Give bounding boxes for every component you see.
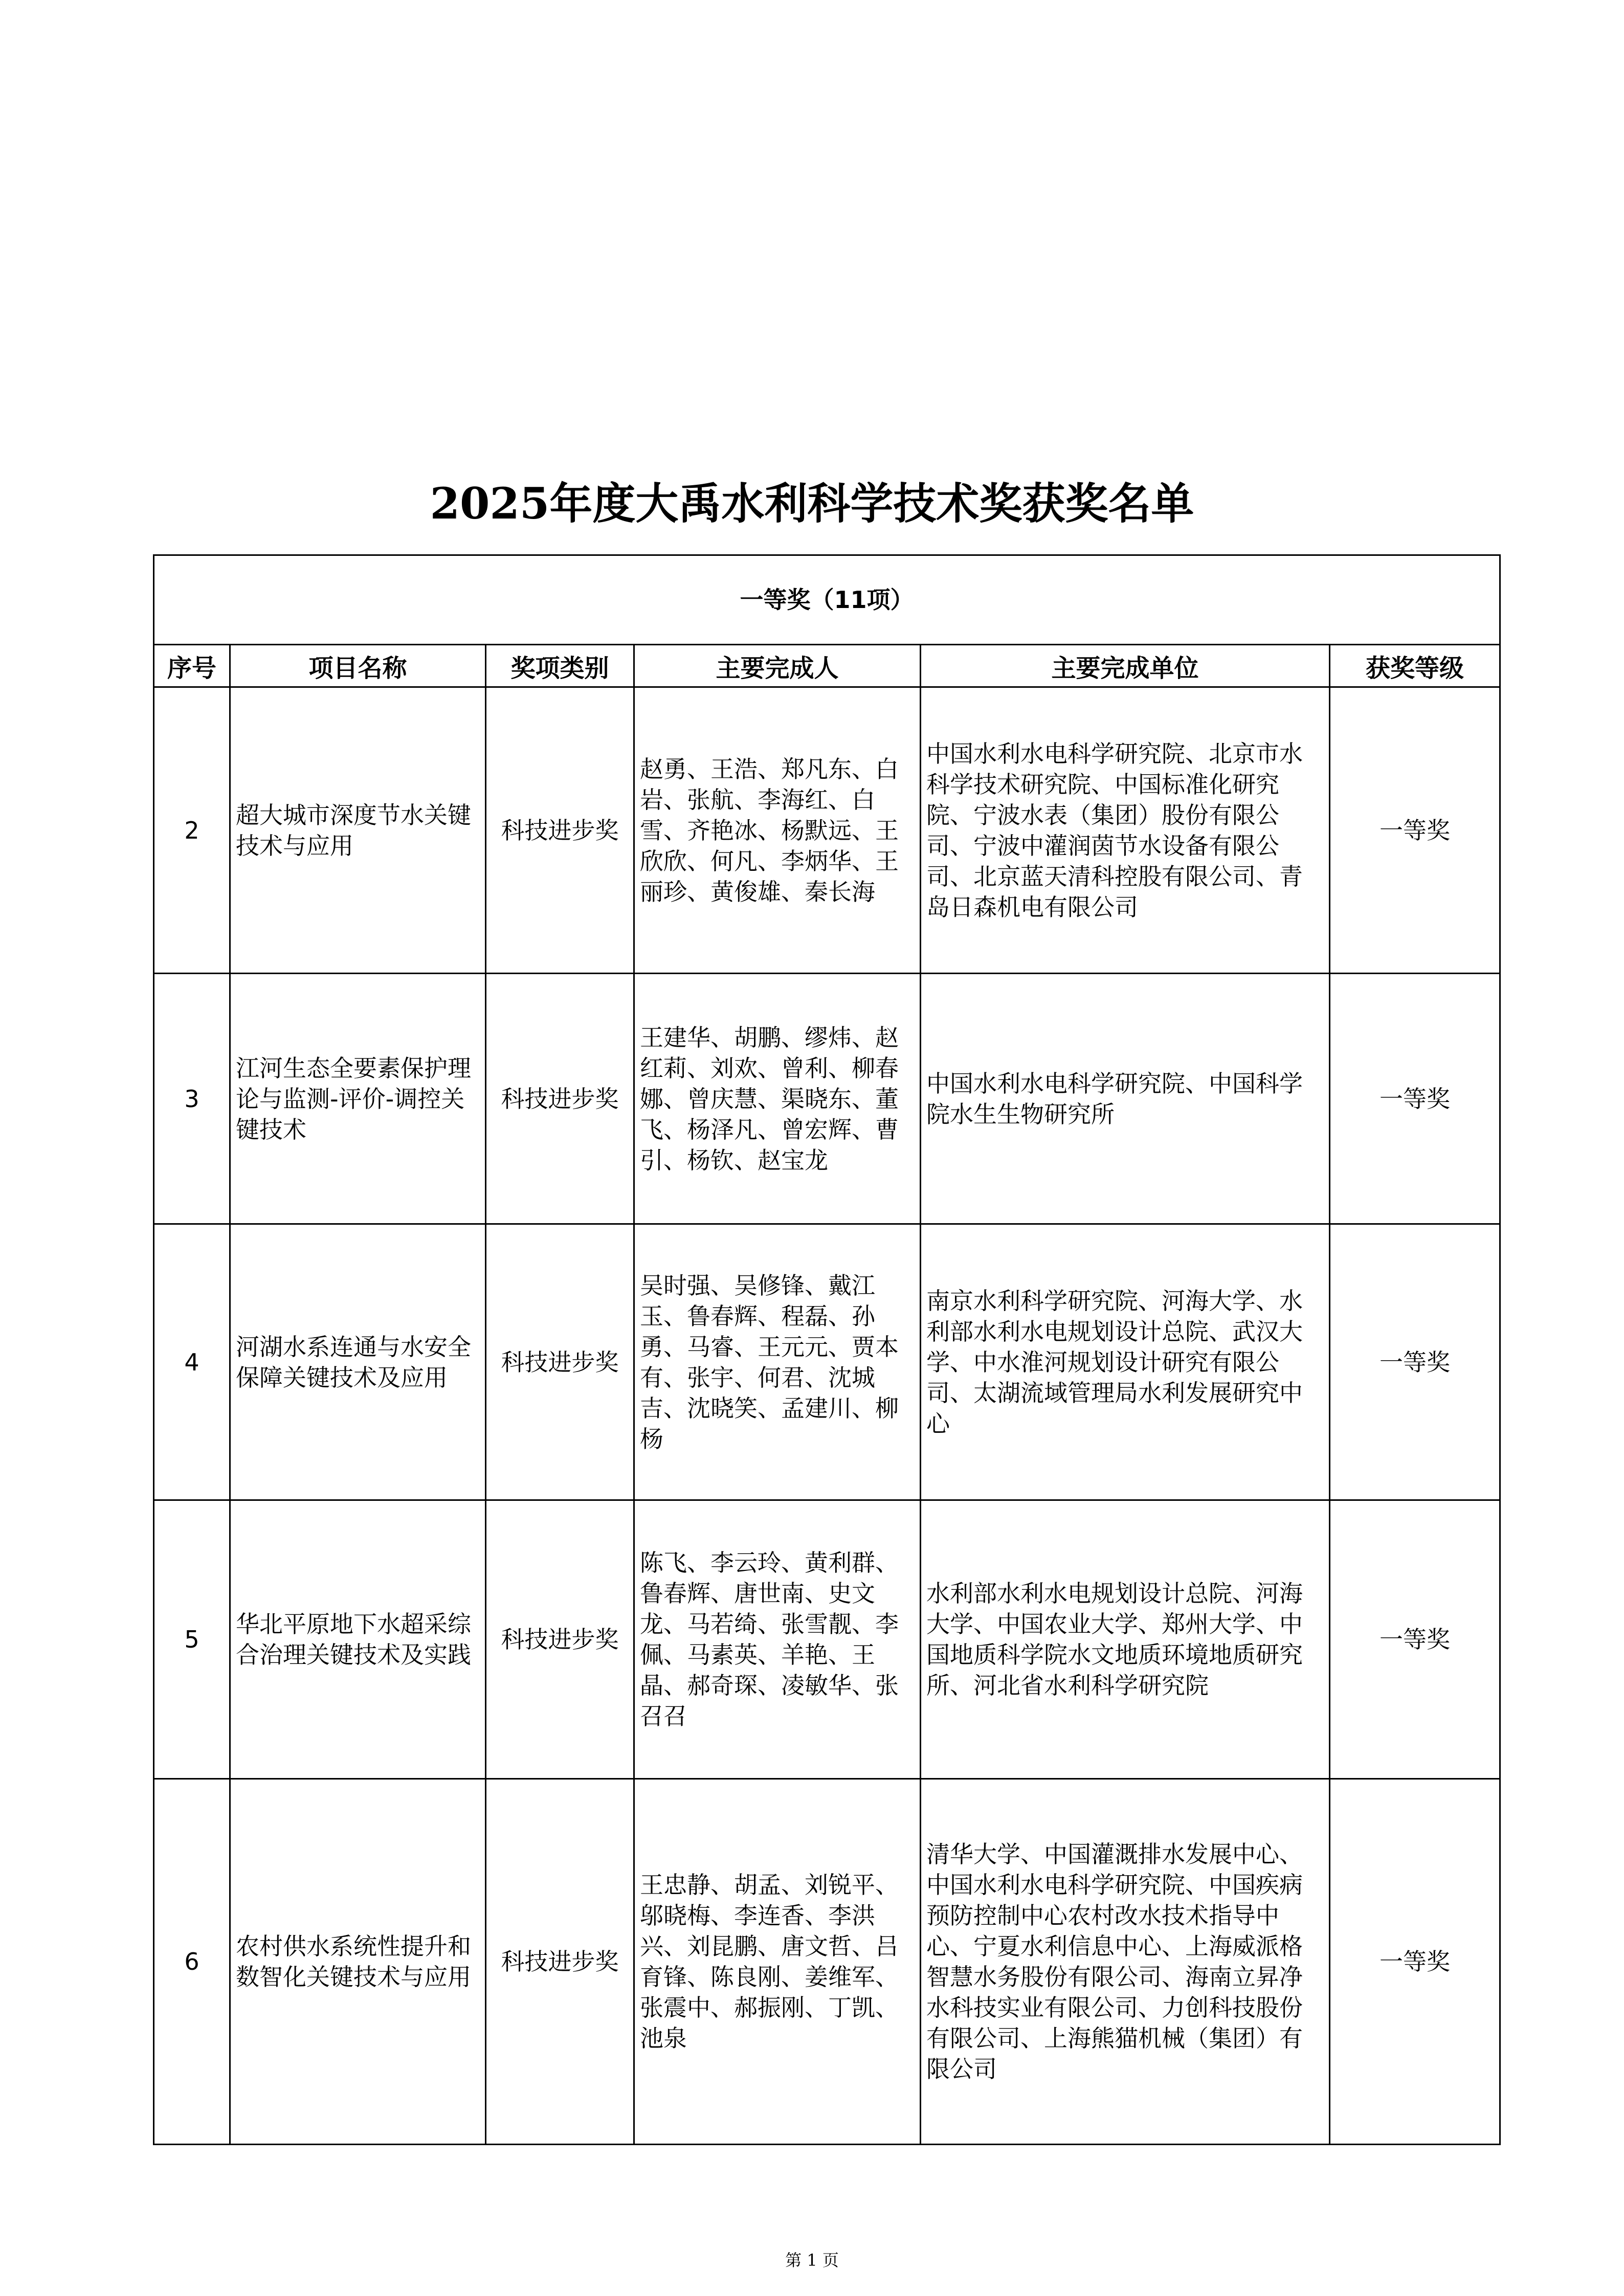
row-units: 清华大学、中国灌溉排水发展中心、中国水利水电科学研究院、中国疾病预防控制中心农村改水技术指导中心、宁夏水利信息中心、上海威派格智慧水务股份有限公司、海南立昇净水科技实业有限公司、力创科技股份有限公司、上海熊猫机械（集团）有限公司 <box>921 1779 1330 2145</box>
row-category: 科技进步奖 <box>486 1224 634 1500</box>
section-label: 一等奖（11项） <box>154 555 1500 645</box>
row-units: 南京水利科学研究院、河海大学、水利部水利水电规划设计总院、武汉大学、中水淮河规划设计研究有限公司、太湖流域管理局水利发展研究中心 <box>921 1224 1330 1500</box>
document-title: 2025年度大禹水利科学技术奖获奖名单 <box>430 478 1194 529</box>
header-row <box>154 645 1500 687</box>
row-level: 一等奖 <box>1330 1224 1500 1500</box>
column-header-units: 主要完成单位 <box>921 645 1330 687</box>
row-project: 河湖水系连通与水安全保障关键技术及应用 <box>230 1224 486 1500</box>
row-people: 赵勇、王浩、郑凡东、白岩、张航、李海红、白雪、齐艳冰、杨默远、王欣欣、何凡、李炳华、王丽珍、黄俊雄、秦长海 <box>634 687 921 974</box>
table-row <box>154 687 1500 974</box>
row-people: 陈飞、李云玲、黄利群、鲁春辉、唐世南、史文龙、马若绮、张雪靓、李佩、马素英、羊艳、王晶、郝奇琛、凌敏华、张召召 <box>634 1500 921 1779</box>
row-no: 4 <box>154 1224 230 1500</box>
column-header-category: 奖项类别 <box>486 645 634 687</box>
column-header-no: 序号 <box>154 645 230 687</box>
column-header-project: 项目名称 <box>230 645 486 687</box>
table-row <box>154 1224 1500 1500</box>
row-units: 水利部水利水电规划设计总院、河海大学、中国农业大学、郑州大学、中国地质科学院水文地质环境地质研究所、河北省水利科学研究院 <box>921 1500 1330 1779</box>
row-people: 王忠静、胡孟、刘锐平、邬晓梅、李连香、李洪兴、刘昆鹏、唐文哲、吕育锋、陈良刚、姜维军、张震中、郝振刚、丁凯、池泉 <box>634 1779 921 2145</box>
row-no: 2 <box>154 687 230 974</box>
column-header-level: 获奖等级 <box>1330 645 1500 687</box>
row-no: 5 <box>154 1500 230 1779</box>
row-level: 一等奖 <box>1330 1500 1500 1779</box>
row-project: 华北平原地下水超采综合治理关键技术及实践 <box>230 1500 486 1779</box>
table-row <box>154 1779 1500 2145</box>
row-category: 科技进步奖 <box>486 1779 634 2145</box>
column-header-people: 主要完成人 <box>634 645 921 687</box>
row-category: 科技进步奖 <box>486 974 634 1224</box>
row-units: 中国水利水电科学研究院、中国科学院水生生物研究所 <box>921 974 1330 1224</box>
row-level: 一等奖 <box>1330 1779 1500 2145</box>
row-category: 科技进步奖 <box>486 687 634 974</box>
row-project: 超大城市深度节水关键技术与应用 <box>230 687 486 974</box>
table-row <box>154 1500 1500 1779</box>
page-number: 第 1 页 <box>785 2250 839 2270</box>
row-no: 3 <box>154 974 230 1224</box>
row-level: 一等奖 <box>1330 974 1500 1224</box>
award-table <box>153 554 1501 2145</box>
row-units: 中国水利水电科学研究院、北京市水科学技术研究院、中国标准化研究院、宁波水表（集团）股份有限公司、宁波中灌润茵节水设备有限公司、北京蓝天清科控股有限公司、青岛日森机电有限公司 <box>921 687 1330 974</box>
row-people: 吴时强、吴修锋、戴江玉、鲁春辉、程磊、孙勇、马睿、王元元、贾本有、张宇、何君、沈城吉、沈晓笑、孟建川、柳杨 <box>634 1224 921 1500</box>
row-people: 王建华、胡鹏、缪炜、赵红莉、刘欢、曾利、柳春娜、曾庆慧、渠晓东、董飞、杨泽凡、曾宏辉、曹引、杨钦、赵宝龙 <box>634 974 921 1224</box>
section-row <box>154 555 1500 645</box>
row-no: 6 <box>154 1779 230 2145</box>
row-category: 科技进步奖 <box>486 1500 634 1779</box>
row-level: 一等奖 <box>1330 687 1500 974</box>
row-project: 江河生态全要素保护理论与监测-评价-调控关键技术 <box>230 974 486 1224</box>
row-project: 农村供水系统性提升和数智化关键技术与应用 <box>230 1779 486 2145</box>
table-row <box>154 974 1500 1224</box>
